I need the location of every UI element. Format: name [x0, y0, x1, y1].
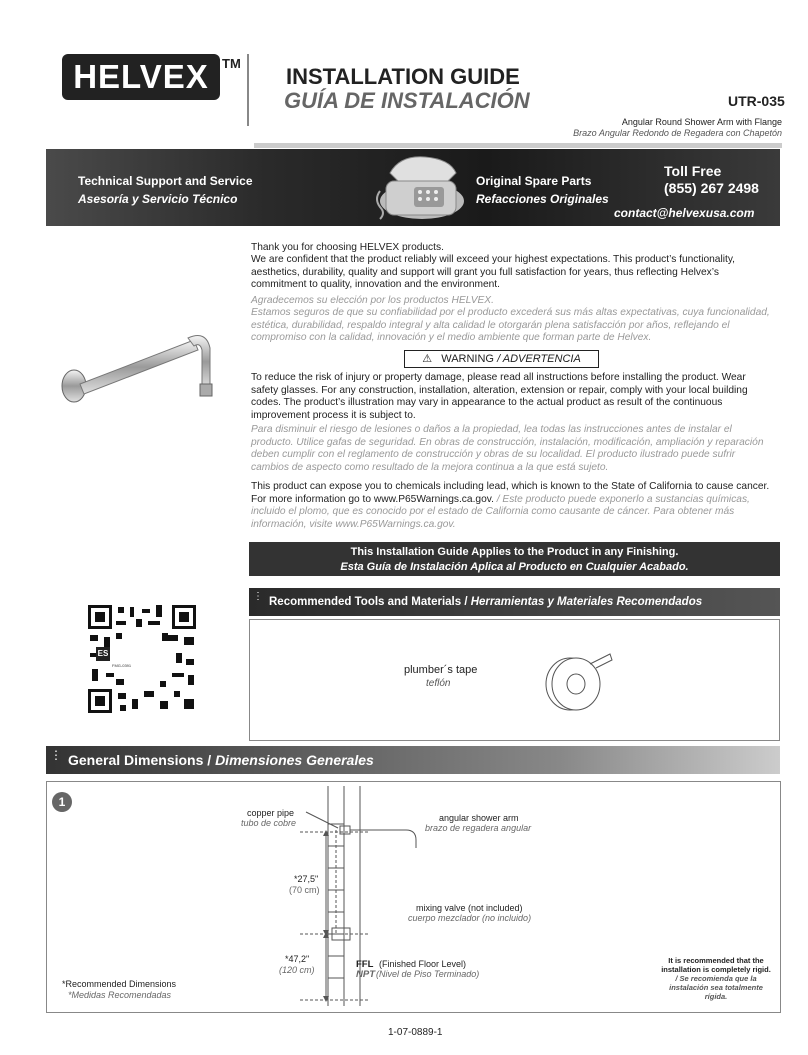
shower-arm-label-es: brazo de regadera angular: [425, 823, 532, 833]
intro-body-es: Estamos seguros de que su confiabilidad por el producto excederá sus más altas expectativas, cuya funcionalidad, estética, durabilidad, respaldo integral y alta calidad le otorgarán plena satisfacción por años, reflejando el compromiso con la calidad, innovación y el medio ambiente que forman parte de Helvex.: [251, 307, 770, 343]
finish-bar: [249, 542, 780, 576]
document-code: 1-07-0889-1: [388, 1027, 443, 1038]
trademark-mark: TM: [222, 56, 241, 71]
ffl-desc: (Finished Floor Level): [379, 959, 467, 969]
valve-label-es: cuerpo mezclador (no incluido): [408, 913, 532, 923]
dimensions-heading: General Dimensions /: [68, 752, 216, 768]
tools-box: [249, 619, 780, 741]
page-title: INSTALLATION GUIDE: [286, 64, 520, 89]
recommended-dims: *Recommended Dimensions: [62, 979, 177, 989]
support-label: Technical Support and Service: [78, 174, 253, 188]
parts-label: Original Spare Parts: [476, 174, 592, 188]
npt-desc: (Nivel de Piso Terminado): [376, 969, 480, 979]
rigid-note-en: It is recommended that the installation is completely rigid.: [661, 956, 771, 974]
recommended-dims-es: *Medidas Recomendadas: [68, 990, 172, 1000]
dim-120cm: (120 cm): [279, 965, 315, 975]
intro-thanks-es: Agradecemos su elección por los productos HELVEX.: [251, 295, 494, 306]
warning-text-es: Para disminuir el riesgo de lesiones o daños a la propiedad, lea todas las instrucciones antes de instalar el producto. Utilice gafas de seguridad. En obras de construcción, instalación, modificación, ampliación y reparación deben cumplir con el reglamento de construcción y obras de su localidad. El producto ilustrado puede sufrir cambios de aspecto como resultado de la mejora continua a la que está sujeto.: [251, 424, 764, 473]
tool-item-es: teflón: [426, 678, 451, 689]
header-divider: [247, 54, 249, 126]
tools-header: [249, 588, 780, 616]
intro-body: We are confident that the product reliably will exceed your highest expectations. This product’s functionality, aesthetics, durability, quality and support will grant you full satisfaction for years, thus reflecting Helvex’s commitment to quality, innovation and the environment.: [251, 254, 735, 290]
product-subtitle: Angular Round Shower Arm with Flange: [621, 117, 782, 127]
tools-heading: Recommended Tools and Materials /: [269, 596, 471, 608]
copper-pipe-label-es: tubo de cobre: [241, 818, 297, 828]
finish-text: This Installation Guide Applies to the Product in any Finishing.: [350, 546, 679, 558]
p65-text-es: / Este producto puede exponerlo a sustancias químicas, incluido el plomo, que es conocido por el estado de California como causante de cáncer. Para obtener más información, visite www.P65Warnings.ca.gov.: [251, 493, 750, 530]
tape-icon: [540, 652, 620, 714]
warning-label-es: / ADVERTENCIA: [497, 353, 581, 365]
warning-label: WARNING: [441, 353, 494, 365]
helvex-logo: HELVEX: [62, 54, 220, 100]
finish-text-es: Esta Guía de Instalación Aplica al Producto en Cualquier Acabado.: [340, 561, 689, 573]
qr-code-label: FMG-0391: [112, 663, 132, 668]
page-title-es: GUÍA DE INSTALACIÓN: [284, 88, 530, 113]
parts-label-es: Refacciones Originales: [476, 192, 609, 206]
bullet-dots-icon: ⋮: [253, 591, 263, 602]
p65-warning: [251, 481, 771, 531]
telephone-icon: [370, 151, 470, 223]
dim-47-2: *47,2": [285, 954, 310, 964]
ffl-label: FFL: [356, 959, 374, 970]
warning-box: [404, 350, 599, 368]
rigid-note: [660, 956, 772, 1001]
model-number: UTR-035: [728, 93, 785, 109]
shower-arm-label: angular shower arm: [439, 813, 519, 823]
copper-pipe-label: copper pipe: [247, 808, 295, 818]
valve-label: mixing valve (not included): [416, 903, 523, 913]
tool-item: plumber´s tape: [404, 664, 478, 676]
p65-text: This product can expose you to chemicals including lead, which is known to the State of California to cause cancer. For more information go to www.P65Warnings.ca.gov.: [251, 481, 770, 505]
warning-icon: ⚠: [422, 353, 433, 365]
shower-arm-image: [56, 318, 226, 414]
qr-badge: ES: [96, 647, 110, 661]
toll-free-label: Toll Free: [664, 163, 722, 179]
dim-27-5: *27,5": [294, 874, 319, 884]
contact-email[interactable]: contact@helvexusa.com: [614, 206, 755, 220]
dimensions-header: [46, 746, 780, 774]
rigid-note-es: / Se recomienda que la instalación sea totalmente rígida.: [669, 974, 763, 1001]
product-subtitle-es: Brazo Angular Redondo de Regadera con Chapetón: [573, 128, 782, 138]
dim-70cm: (70 cm): [289, 885, 320, 895]
step-number: 1: [52, 792, 72, 812]
npt-label: NPT: [356, 969, 375, 980]
dims-dots-icon: ⋮: [50, 748, 62, 762]
warning-text: To reduce the risk of injury or property damage, please read all instructions before installing the product. Wear safety glasses. For any construction, installation, alteration, extension or repair, comply with your local building codes. The product’s illustration may vary in appearance to the actual product as result of the continuous improvement process it is subject to.: [251, 372, 748, 421]
support-label-es: Asesoría y Servicio Técnico: [78, 192, 238, 206]
intro-thanks: Thank you for choosing HELVEX products.: [251, 242, 444, 253]
phone-number: (855) 267 2498: [664, 180, 759, 196]
dimensions-heading-es: Dimensiones Generales: [215, 752, 374, 768]
tools-heading-es: Herramientas y Materiales Recomendados: [470, 596, 703, 608]
header-rule: [254, 143, 782, 148]
